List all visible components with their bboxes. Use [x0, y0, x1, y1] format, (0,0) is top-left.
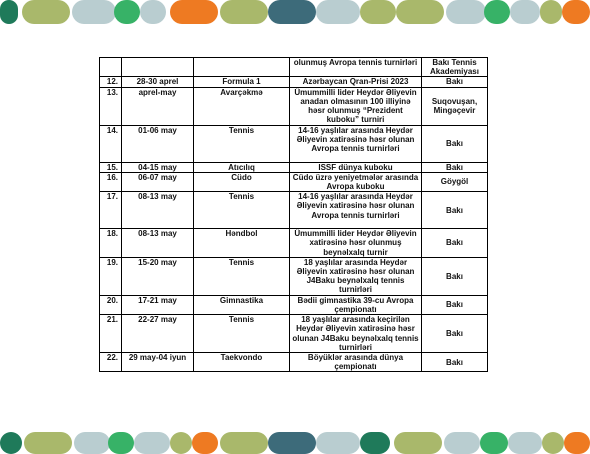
table-row [100, 257, 488, 295]
color-segment [170, 0, 218, 24]
sport-cell: Atıcılıq [194, 162, 290, 172]
table-row [100, 192, 488, 229]
sport-cell: Həndbol [194, 229, 290, 258]
table-row [100, 315, 488, 353]
table-row [100, 125, 488, 162]
color-segment [134, 432, 170, 454]
table-row [100, 353, 488, 372]
event-cell: 14-16 yaşlılar arasında Heydər Əliyevin xatirəsinə həsr olunan Avropa tennis turnirləri [290, 192, 422, 229]
date-cell: 06-07 may [122, 172, 194, 191]
color-segment [394, 432, 442, 454]
events-table-container [99, 57, 487, 372]
sport-cell [194, 58, 290, 77]
sport-cell: Taekvondo [194, 353, 290, 372]
date-cell: 29 may-04 iyun [122, 353, 194, 372]
date-cell: 08-13 may [122, 192, 194, 229]
color-segment [562, 0, 590, 24]
event-cell: Ümummilli lider Heydər Əliyevin anadan olmasının 100 illiyinə həsr olunmuş “Prezident kuboku” turniri [290, 87, 422, 125]
color-segment [360, 432, 390, 454]
sport-cell: Tennis [194, 257, 290, 295]
color-segment [220, 432, 268, 454]
row-number-cell: 22. [100, 353, 122, 372]
sport-cell: Tennis [194, 125, 290, 162]
row-number-cell: 16. [100, 172, 122, 191]
decorative-top-band [0, 0, 590, 24]
date-cell: 08-13 may [122, 229, 194, 258]
date-cell: aprel-may [122, 87, 194, 125]
color-segment [446, 0, 486, 24]
date-cell: 22-27 may [122, 315, 194, 353]
event-cell: 14-16 yaşlılar arasında Heydər Əliyevin xatirəsinə həsr olunan Avropa tennis turnirləri [290, 125, 422, 162]
event-cell: Böyüklər arasında dünya çempionatı [290, 353, 422, 372]
color-segment [484, 0, 510, 24]
date-cell: 01-06 may [122, 125, 194, 162]
event-cell: Ümummilli lider Heydər Əliyevin xatirəsinə həsr olunmuş beynəlxalq turnir [290, 229, 422, 258]
place-cell: Suqovuşan, Mingəçevir [422, 87, 488, 125]
color-segment [316, 432, 360, 454]
color-segment [114, 0, 140, 24]
color-segment [170, 432, 192, 454]
sport-cell: Tennis [194, 192, 290, 229]
color-segment [0, 432, 22, 454]
color-segment [540, 0, 562, 24]
place-cell: Bakı [422, 295, 488, 314]
row-number-cell: 21. [100, 315, 122, 353]
color-segment [444, 432, 480, 454]
event-cell: Bədii gimnastika 39-cu Avropa çempionatı [290, 295, 422, 314]
event-cell: Azərbaycan Qran-Prisi 2023 [290, 77, 422, 87]
sport-cell: Cüdo [194, 172, 290, 191]
sport-cell: Tennis [194, 315, 290, 353]
color-segment [192, 432, 218, 454]
place-cell: Bakı [422, 77, 488, 87]
sport-cell: Gimnastika [194, 295, 290, 314]
row-number-cell [100, 58, 122, 77]
row-number-cell: 18. [100, 229, 122, 258]
row-number-cell: 20. [100, 295, 122, 314]
color-segment [268, 432, 316, 454]
place-cell: Bakı [422, 192, 488, 229]
place-cell: Bakı [422, 162, 488, 172]
color-segment [220, 0, 268, 24]
date-cell: 28-30 aprel [122, 77, 194, 87]
color-segment [140, 0, 166, 24]
event-cell: 18 yaşlılar arasında keçirilən Heydər Əliyevin xatirəsinə həsr olunan J4Baku beynəlxalq tennis turnirləri [290, 315, 422, 353]
table-row [100, 58, 488, 77]
table-row [100, 87, 488, 125]
color-segment [564, 432, 590, 454]
color-segment [508, 432, 542, 454]
table-row [100, 172, 488, 191]
color-segment [108, 432, 134, 454]
place-cell: Bakı Tennis Akademiyası [422, 58, 488, 77]
color-segment [542, 432, 564, 454]
decorative-bottom-band [0, 432, 590, 454]
color-segment [396, 0, 444, 24]
table-row [100, 295, 488, 314]
table-row [100, 77, 488, 87]
row-number-cell: 13. [100, 87, 122, 125]
row-number-cell: 14. [100, 125, 122, 162]
place-cell: Bakı [422, 315, 488, 353]
place-cell: Bakı [422, 353, 488, 372]
color-segment [0, 0, 18, 24]
color-segment [24, 432, 72, 454]
place-cell: Bakı [422, 125, 488, 162]
table-row [100, 229, 488, 258]
event-cell: 18 yaşlılar arasında Heydər Əliyevin xatirəsinə həsr olunan J4Baku beynəlxalq tennis turnirləri [290, 257, 422, 295]
sport-cell: Formula 1 [194, 77, 290, 87]
events-table [99, 57, 488, 372]
date-cell: 15-20 may [122, 257, 194, 295]
place-cell: Bakı [422, 257, 488, 295]
date-cell [122, 58, 194, 77]
event-cell: olunmuş Avropa tennis turnirləri [290, 58, 422, 77]
row-number-cell: 19. [100, 257, 122, 295]
place-cell: Bakı [422, 229, 488, 258]
row-number-cell: 17. [100, 192, 122, 229]
event-cell: ISSF dünya kuboku [290, 162, 422, 172]
color-segment [316, 0, 360, 24]
date-cell: 17-21 may [122, 295, 194, 314]
table-row [100, 162, 488, 172]
color-segment [268, 0, 316, 24]
color-segment [480, 432, 508, 454]
color-segment [22, 0, 70, 24]
date-cell: 04-15 may [122, 162, 194, 172]
row-number-cell: 12. [100, 77, 122, 87]
sport-cell: Avarçəkmə [194, 87, 290, 125]
event-cell: Cüdo üzrə yeniyetmələr arasında Avropa kuboku [290, 172, 422, 191]
row-number-cell: 15. [100, 162, 122, 172]
color-segment [510, 0, 540, 24]
color-segment [72, 0, 116, 24]
place-cell: Göygöl [422, 172, 488, 191]
color-segment [360, 0, 396, 24]
color-segment [74, 432, 110, 454]
